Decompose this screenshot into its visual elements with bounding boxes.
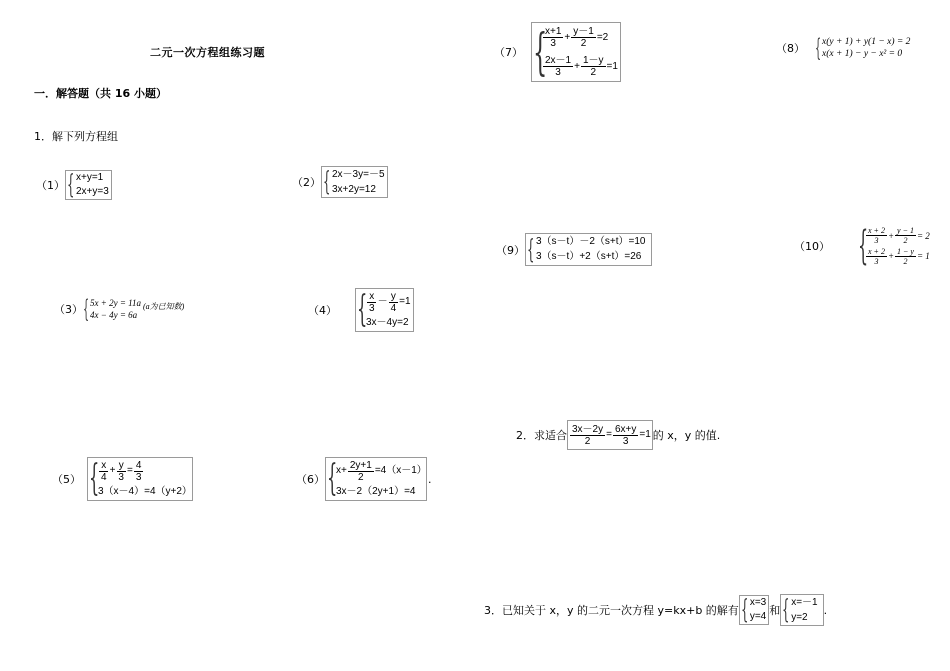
equation-system <box>815 36 911 60</box>
question-2 <box>516 420 720 450</box>
question-text: 2．求适合 <box>516 429 567 442</box>
equation: 3x－4y=2 <box>366 317 409 329</box>
equation-system <box>65 170 112 200</box>
trailing-period: . <box>823 603 828 617</box>
equation: $\frac{x+1}{3}$ + $\frac{y-1}{2}$ =2 <box>545 26 609 49</box>
equation-system <box>531 22 621 82</box>
equation: y=4 <box>749 611 767 622</box>
equation-system <box>525 233 652 266</box>
equation-system <box>325 457 427 501</box>
question-1-intro: 1．解下列方程组 <box>34 130 118 143</box>
question-text: 3．已知关于 x，y 的二元一次方程 y=kx+b 的解有 <box>484 604 739 617</box>
brace-icon: { <box>533 23 548 81</box>
brace-icon: { <box>323 167 331 197</box>
equation: $\frac{x}{4}$ + $\frac{y}{3}$ = $\frac{4}{3}$ <box>101 459 142 483</box>
problem-6 <box>296 457 432 501</box>
problem-9 <box>496 233 652 266</box>
equation: 3x+2y=12 <box>332 183 376 195</box>
problem-8 <box>776 36 911 60</box>
section-heading: 一．解答题（共 16 小题） <box>34 87 167 100</box>
equation: y=2 <box>791 611 808 623</box>
brace-icon: { <box>815 34 822 62</box>
equation: 3x－2（2y+1）=4 <box>336 486 416 498</box>
brace-icon: { <box>83 295 90 323</box>
solution-system-2 <box>780 594 823 626</box>
trailing-period: . <box>428 472 432 486</box>
equation: 3（s－t）+2（s+t）=26 <box>536 251 642 263</box>
problem-3 <box>54 297 184 321</box>
equation-system <box>858 223 931 269</box>
equation: $\frac{x + 2}{3}$ + $\frac{1 - y}{2}$ = 1 <box>868 246 930 266</box>
equation-system <box>87 457 193 501</box>
equation-system <box>321 166 388 198</box>
problem-5 <box>52 457 193 501</box>
equation: 3（x－4）=4（y+2） <box>98 486 192 498</box>
equation-system <box>355 288 414 332</box>
equation: x+ $\frac{2y+1}{2}$ =4（x－1） <box>336 459 427 483</box>
brace-icon: { <box>89 458 100 499</box>
brace-icon: { <box>527 234 535 265</box>
equation: x=－1 <box>791 596 818 608</box>
equation: 2x+y=3 <box>76 186 109 197</box>
problem-label: （8） <box>776 42 805 55</box>
equation: $\frac{2x-1}{3}$ + $\frac{1-y}{2}$ =1 <box>545 55 618 78</box>
equation: x(y + 1) + y(1 − x) = 2 <box>822 37 911 47</box>
problem-label: （9） <box>496 243 525 257</box>
equation: x+y=1 <box>76 172 104 183</box>
problem-label: （5） <box>52 473 81 486</box>
equation: 2x－3y=－5 <box>332 168 385 180</box>
solution-system-1 <box>739 595 769 625</box>
question-3 <box>484 594 827 626</box>
problem-label: （6） <box>296 473 325 486</box>
brace-icon: { <box>327 458 338 499</box>
equation: 5x + 2y = 11a <box>90 298 141 308</box>
page-title: 二元一次方程组练习题 <box>150 46 265 59</box>
problem-label: （7） <box>494 46 523 59</box>
problem-label: （1） <box>36 179 65 192</box>
problem-2 <box>292 166 388 198</box>
problem-10 <box>794 223 931 269</box>
equation: $\frac{x}{3}$ － $\frac{y}{4}$ =1 <box>369 290 411 314</box>
problem-note: (a为已知数) <box>142 302 185 311</box>
connector-text: 和 <box>769 604 781 617</box>
problem-label: （2） <box>292 176 321 189</box>
problem-label: （10） <box>794 240 830 253</box>
problem-label: （4） <box>308 304 337 317</box>
equation: 4x − 4y = 6a <box>90 310 138 320</box>
equation: $\frac{x + 2}{3}$ + $\frac{y - 1}{2}$ = 2 <box>868 226 930 246</box>
brace-icon: { <box>67 170 75 200</box>
equation: x=3 <box>749 597 767 608</box>
problem-label: （3） <box>54 303 83 316</box>
problem-4 <box>308 288 414 332</box>
problem-7 <box>494 22 621 82</box>
problem-1 <box>36 170 112 200</box>
brace-icon: { <box>858 223 869 269</box>
brace-icon: { <box>740 595 749 625</box>
equation-box: $\frac{3x-2y}{2}$ = $\frac{6x+y}{3}$ =1 <box>567 420 653 450</box>
brace-icon: { <box>357 289 368 330</box>
equation: x(x + 1) − y − x² = 0 <box>822 49 903 59</box>
brace-icon: { <box>782 595 790 625</box>
question-text: 的 x，y 的值. <box>652 429 721 442</box>
equation: 3（s－t）－2（s+t）=10 <box>536 235 646 247</box>
equation-system <box>83 297 142 321</box>
